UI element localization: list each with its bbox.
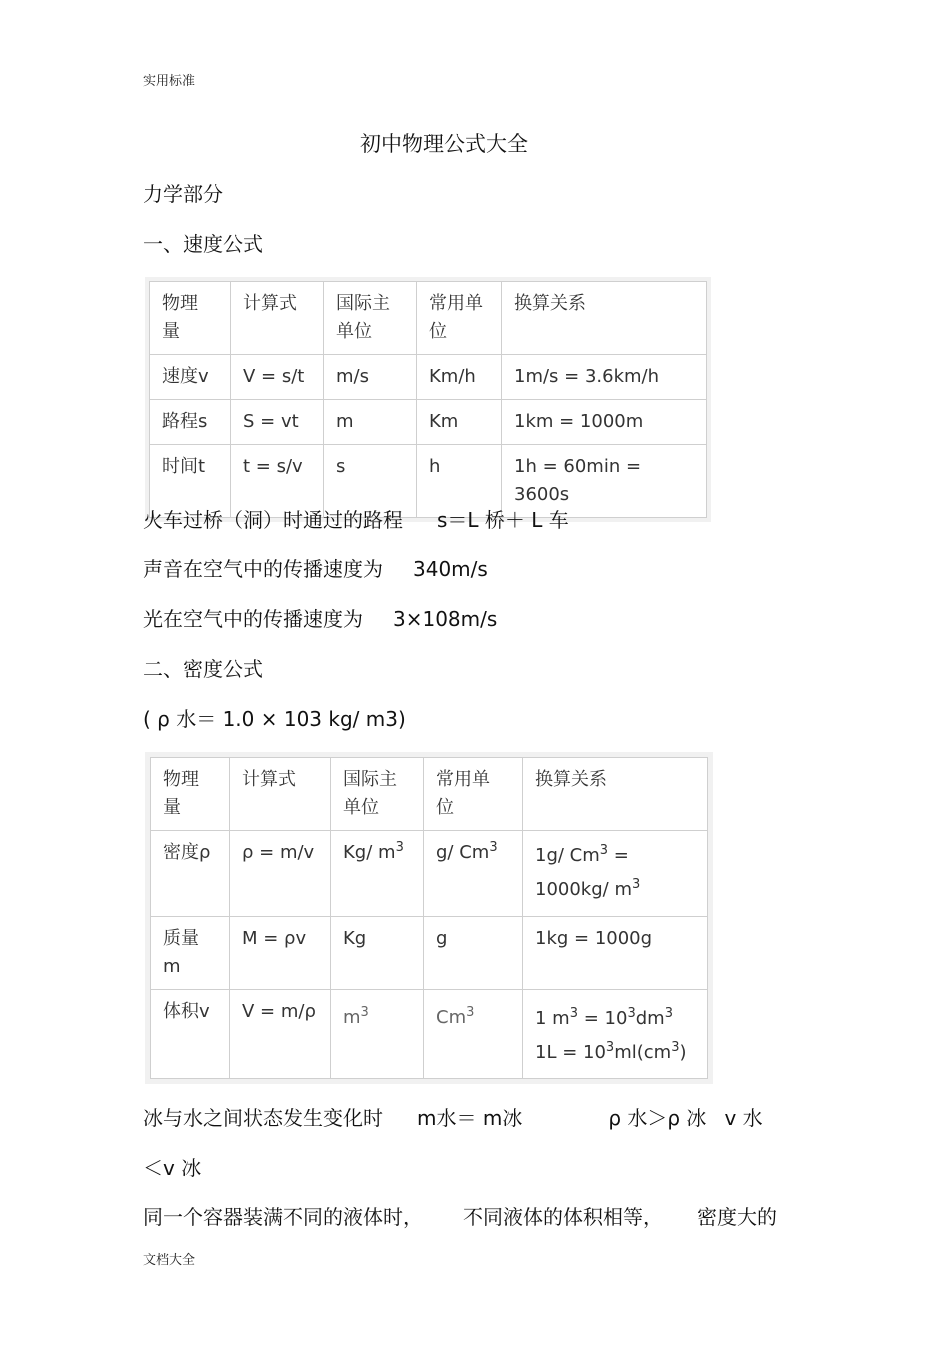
superscript: 3 bbox=[360, 1005, 369, 1020]
ice-label: 冰与水之间状态发生变化时 bbox=[143, 1106, 383, 1130]
header-text: 量 bbox=[163, 797, 181, 818]
speed-heading: 一、速度公式 bbox=[143, 232, 263, 256]
light-label: 光在空气中的传播速度为 bbox=[143, 607, 363, 631]
superscript: 3 bbox=[671, 1040, 680, 1055]
header-text: 国际主 bbox=[343, 769, 397, 790]
sound-value: 340m/s bbox=[413, 557, 488, 581]
bridge-line bbox=[143, 504, 569, 533]
cell-text: = 10 bbox=[578, 1008, 628, 1029]
ice-mass: m水＝ m冰 bbox=[417, 1106, 523, 1130]
speed-table bbox=[149, 281, 707, 518]
table-cell: t = s/v bbox=[231, 445, 324, 518]
table-cell: 1m/s = 3.6km/h bbox=[502, 355, 707, 400]
table-cell bbox=[424, 831, 523, 917]
container-line bbox=[143, 1201, 777, 1230]
ice-density-relation: ρ 水＞ρ 冰 bbox=[608, 1106, 707, 1130]
superscript: 3 bbox=[599, 843, 609, 858]
cell-text: 1000kg/ m bbox=[535, 879, 632, 900]
table-cell: Km bbox=[417, 400, 502, 445]
table-header-row bbox=[151, 758, 708, 831]
column-header bbox=[424, 758, 523, 831]
table-cell: h bbox=[417, 445, 502, 518]
table-cell bbox=[151, 917, 230, 990]
cell-text: 1 m bbox=[535, 1008, 570, 1029]
density-note: ( ρ 水＝ 1.0 × 103 kg/ m3) bbox=[143, 707, 406, 731]
table-cell: 速度v bbox=[150, 355, 231, 400]
document-title: 初中物理公式大全 bbox=[360, 132, 528, 156]
column-header: 常用单 位 bbox=[417, 282, 502, 355]
header-text: 位 bbox=[436, 797, 454, 818]
column-header: 计算式 bbox=[230, 758, 331, 831]
column-header bbox=[331, 758, 424, 831]
sound-label: 声音在空气中的传播速度为 bbox=[143, 557, 383, 581]
table-cell: V = s/t bbox=[231, 355, 324, 400]
table-cell: 密度ρ bbox=[151, 831, 230, 917]
speed-table-frame bbox=[145, 277, 711, 522]
table-cell: 1kg = 1000g bbox=[523, 917, 708, 990]
table-cell: 时间t bbox=[150, 445, 231, 518]
table-row bbox=[150, 400, 707, 445]
bridge-formula: s＝L 桥＋ L 车 bbox=[437, 508, 569, 532]
table-cell: g bbox=[424, 917, 523, 990]
density-heading: 二、密度公式 bbox=[143, 657, 263, 681]
column-header bbox=[151, 758, 230, 831]
superscript: 3 bbox=[605, 1040, 615, 1055]
table-cell: 体积v bbox=[151, 990, 230, 1079]
header-text: 常用单 bbox=[436, 769, 490, 790]
superscript: 3 bbox=[627, 1006, 636, 1021]
ice-line bbox=[143, 1102, 763, 1131]
cell-text: Cm bbox=[436, 1007, 467, 1028]
cell-text: 质量 bbox=[163, 928, 199, 949]
table-cell bbox=[424, 990, 523, 1079]
superscript: 3 bbox=[631, 877, 641, 892]
table-cell: 1h = 60min = 3600s bbox=[502, 445, 707, 518]
sound-line bbox=[143, 553, 488, 582]
column-header: 计算式 bbox=[231, 282, 324, 355]
cell-text: ) bbox=[679, 1042, 687, 1063]
table-row bbox=[150, 355, 707, 400]
cell-text: 1g/ Cm bbox=[535, 845, 600, 866]
ice-line-2: ＜v 冰 bbox=[143, 1156, 202, 1180]
table-cell bbox=[331, 990, 424, 1079]
table-cell: 路程s bbox=[150, 400, 231, 445]
table-cell: 1km = 1000m bbox=[502, 400, 707, 445]
table-cell: Kg bbox=[331, 917, 424, 990]
page-header: 实用标准 bbox=[143, 74, 196, 89]
superscript: 3 bbox=[395, 840, 404, 855]
density-table-frame bbox=[145, 752, 713, 1084]
table-cell: s bbox=[324, 445, 417, 518]
table-cell: S = vt bbox=[231, 400, 324, 445]
container-text-a: 同一个容器装满不同的液体时， bbox=[143, 1205, 423, 1229]
column-header: 物理 量 bbox=[150, 282, 231, 355]
bridge-label: 火车过桥（洞）时通过的路程 bbox=[143, 508, 403, 532]
superscript: 3 bbox=[569, 1006, 578, 1021]
cell-text: 1L = 10 bbox=[535, 1042, 606, 1063]
table-cell: M = ρv bbox=[230, 917, 331, 990]
table-cell: m/s bbox=[324, 355, 417, 400]
superscript: 3 bbox=[466, 1005, 475, 1020]
column-header: 国际主 单位 bbox=[324, 282, 417, 355]
table-cell: Km/h bbox=[417, 355, 502, 400]
section-heading: 力学部分 bbox=[143, 182, 223, 206]
cell-text: m bbox=[163, 956, 181, 977]
header-text: 单位 bbox=[343, 797, 379, 818]
table-cell: m bbox=[324, 400, 417, 445]
table-row bbox=[151, 831, 708, 917]
cell-text: dm bbox=[635, 1008, 665, 1029]
ice-volume: v 水 bbox=[724, 1106, 763, 1130]
table-cell: V = m/ρ bbox=[230, 990, 331, 1079]
cell-text: = bbox=[608, 845, 629, 866]
superscript: 3 bbox=[489, 840, 498, 855]
table-header-row bbox=[150, 282, 707, 355]
light-line bbox=[143, 603, 497, 632]
header-text: 物理 bbox=[163, 769, 199, 790]
table-cell bbox=[523, 831, 708, 917]
cell-text: m bbox=[343, 1007, 361, 1028]
light-value: 3×108m/s bbox=[393, 607, 498, 631]
density-table bbox=[150, 757, 708, 1079]
table-row bbox=[151, 990, 708, 1079]
column-header: 换算关系 bbox=[523, 758, 708, 831]
page-footer: 文档大全 bbox=[143, 1253, 196, 1268]
cell-text: Kg/ m bbox=[343, 842, 396, 863]
container-text-b: 不同液体的体积相等， bbox=[463, 1205, 663, 1229]
container-text-c: 密度大的 bbox=[697, 1205, 777, 1229]
table-cell bbox=[523, 990, 708, 1079]
cell-text: g/ Cm bbox=[436, 842, 490, 863]
column-header: 换算关系 bbox=[502, 282, 707, 355]
superscript: 3 bbox=[664, 1006, 673, 1021]
table-cell: ρ = m/v bbox=[230, 831, 331, 917]
cell-text: ml(cm bbox=[614, 1042, 672, 1063]
table-cell bbox=[331, 831, 424, 917]
table-row bbox=[151, 917, 708, 990]
